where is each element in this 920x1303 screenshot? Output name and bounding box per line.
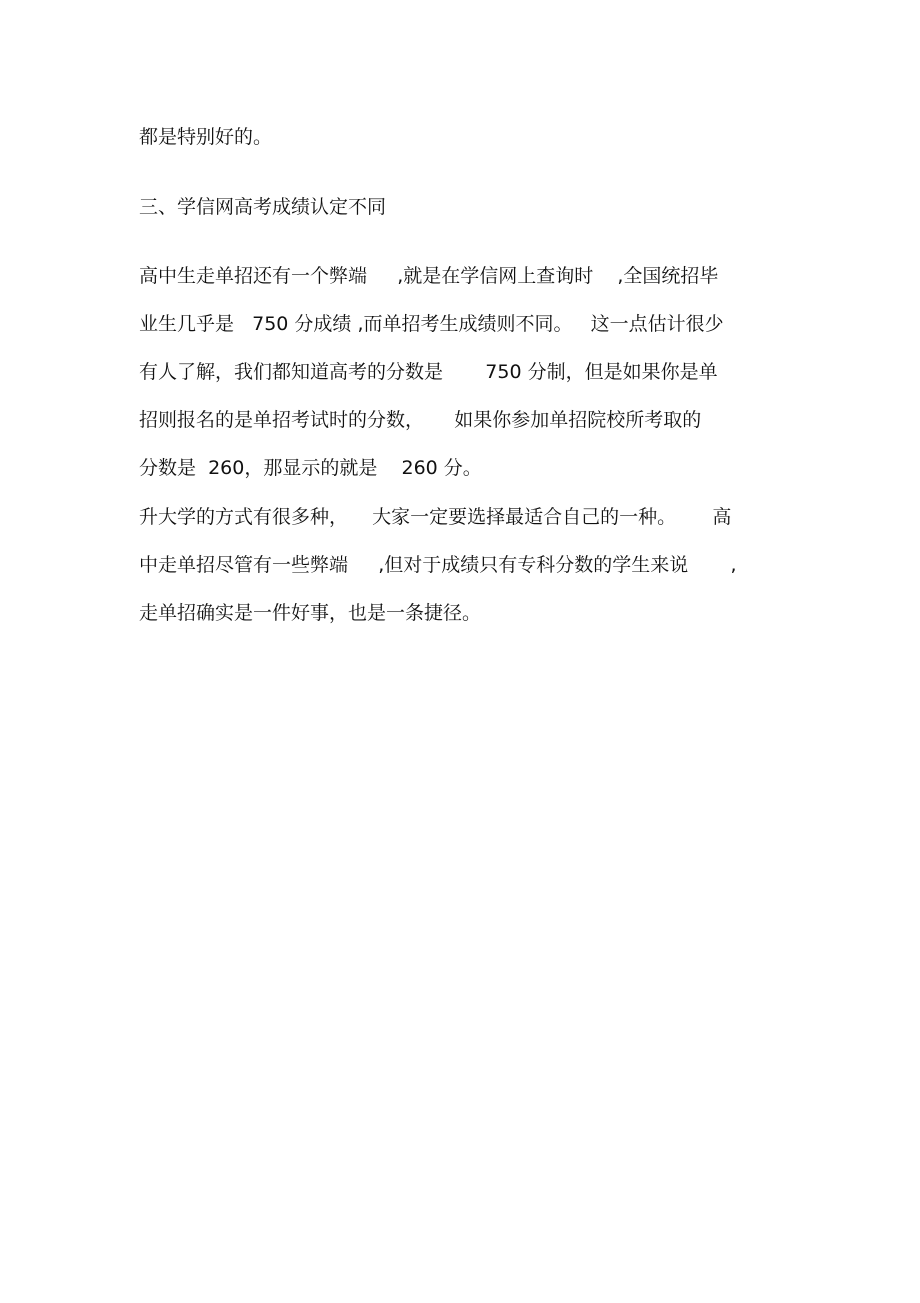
section-heading: 三、学信网高考成绩认定不同 [139, 196, 387, 218]
paragraph-line-3: 高中生走单招还有一个弊端 ,就是在学信网上查询时 ,全国统招毕 [139, 265, 719, 287]
paragraph-line-8: 升大学的方式有很多种， 大家一定要选择最适合自己的一种。 高 [139, 506, 732, 528]
paragraph-line-7: 分数是 260，那显示的就是 260 分。 [139, 457, 482, 479]
paragraph-line-5: 有人了解，我们都知道高考的分数是 750 分制，但是如果你是单 [139, 361, 718, 383]
paragraph-line-4: 业生几乎是 750 分成绩 ,而单招考生成绩则不同。 这一点估计很少 [139, 313, 724, 335]
paragraph-line-10: 走单招确实是一件好事，也是一条捷径。 [139, 602, 482, 624]
paragraph-line-1: 都是特别好的。 [139, 126, 273, 148]
paragraph-line-6: 招则报名的是单招考试时的分数， 如果你参加单招院校所考取的 [139, 409, 702, 431]
paragraph-line-9: 中走单招尽管有一些弊端 ,但对于成绩只有专科分数的学生来说 , [139, 554, 737, 576]
